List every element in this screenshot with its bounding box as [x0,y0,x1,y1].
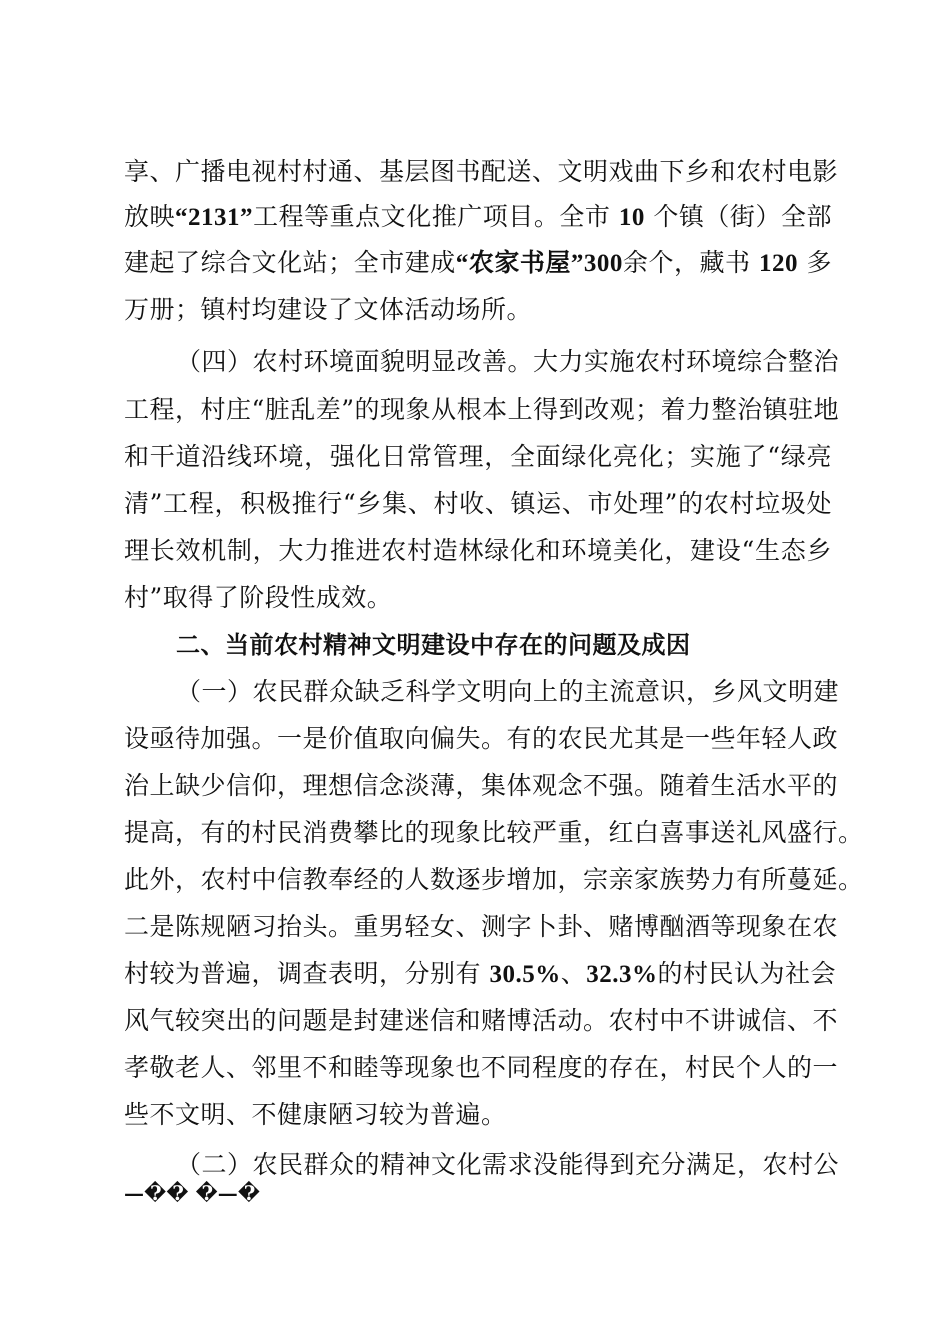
town-count: 10 [618,204,645,231]
text-span: 建起了综合文化站；全市建成 [124,248,456,277]
environment-paragraph-line-1: （四）农村环境面貌明显改善。大力实施农村环境综合整治 [176,347,840,376]
problems-paragraph-line-1: （一）农民群众缺乏科学文明向上的主流意识，乡风文明建 [176,677,840,706]
problems-paragraph-line-3: 治上缺少信仰，理想信念淡薄，集体观念不强。随着生活水平的 [124,771,839,800]
problems-paragraph-line-6: 二是陈规陋习抬头。重男轻女、测字卜卦、赌博酗酒等现象在农 [124,912,839,941]
section-heading: 二、当前农村精神文明建设中存在的问题及成因 [176,631,691,659]
problems-paragraph-line-4: 提高，有的村民消费攀比的现象比较严重，红白喜事送礼风盛行。 [124,818,864,847]
text-span: 个镇（街）全部 [644,202,832,231]
text-span: 村较为普遍，调查表明，分别有 [124,959,490,988]
problems-paragraph-line-5: 此外，农村中信教奉经的人数逐步增加，宗亲家族势力有所蔓延。 [124,865,864,894]
percent-superstition: 30.5% [489,961,561,988]
culture-paragraph-line-4: 万册；镇村均建设了文体活动场所。 [124,295,533,324]
text-span: 多 [798,248,832,277]
environment-paragraph-line-5: 理长效机制，大力推进农村造林绿化和环境美化，建设“生态乡 [124,536,832,565]
text-span: 余个，藏书 [622,248,760,277]
book-count: 120 [759,250,799,277]
needs-paragraph-line-1: （二）农民群众的精神文化需求没能得到充分满足，农村公 [176,1150,840,1179]
problems-paragraph-line-8: 风气较突出的问题是封建迷信和赌博活动。农村中不讲诚信、不 [124,1006,839,1035]
text-span: 工程等重点文化推广项目。全市 [253,202,619,231]
problems-paragraph-line-9: 孝敬老人、邻里不和睦等现象也不同程度的存在，村民个人的一 [124,1053,839,1082]
environment-paragraph-line-2: 工程，村庄“脏乱差”的现象从根本上得到改观；着力整治镇驻地 [124,395,840,424]
text-span: 、 [560,959,587,988]
text-span: 放映 [124,202,176,231]
project-number: “2131” [175,204,254,231]
environment-paragraph-line-6: 村”取得了阶段性成效。 [124,583,393,612]
problems-paragraph-line-7 [124,954,836,994]
problems-paragraph-line-10: 些不文明、不健康陋习较为普遍。 [124,1100,507,1129]
bookhouse-count: “农家书屋”300 [455,250,623,277]
percent-gambling: 32.3% [586,961,658,988]
culture-paragraph-line-2 [124,197,832,237]
text-span: 的村民认为社会 [657,959,836,988]
environment-paragraph-line-3: 和干道沿线环境，强化日常管理，全面绿化亮化；实施了“绿亮 [124,442,832,471]
environment-paragraph-line-4: 清”工程，积极推行“乡集、村收、镇运、市处理”的农村垃圾处 [124,489,832,518]
culture-paragraph-line-1: 享、广播电视村村通、基层图书配送、文明戏曲下乡和农村电影 [124,157,839,186]
page-number-marker: —�� �—� [124,1181,261,1205]
culture-paragraph-line-3 [124,243,832,283]
problems-paragraph-line-2: 设亟待加强。一是价值取向偏失。有的农民尤其是一些年轻人政 [124,724,839,753]
